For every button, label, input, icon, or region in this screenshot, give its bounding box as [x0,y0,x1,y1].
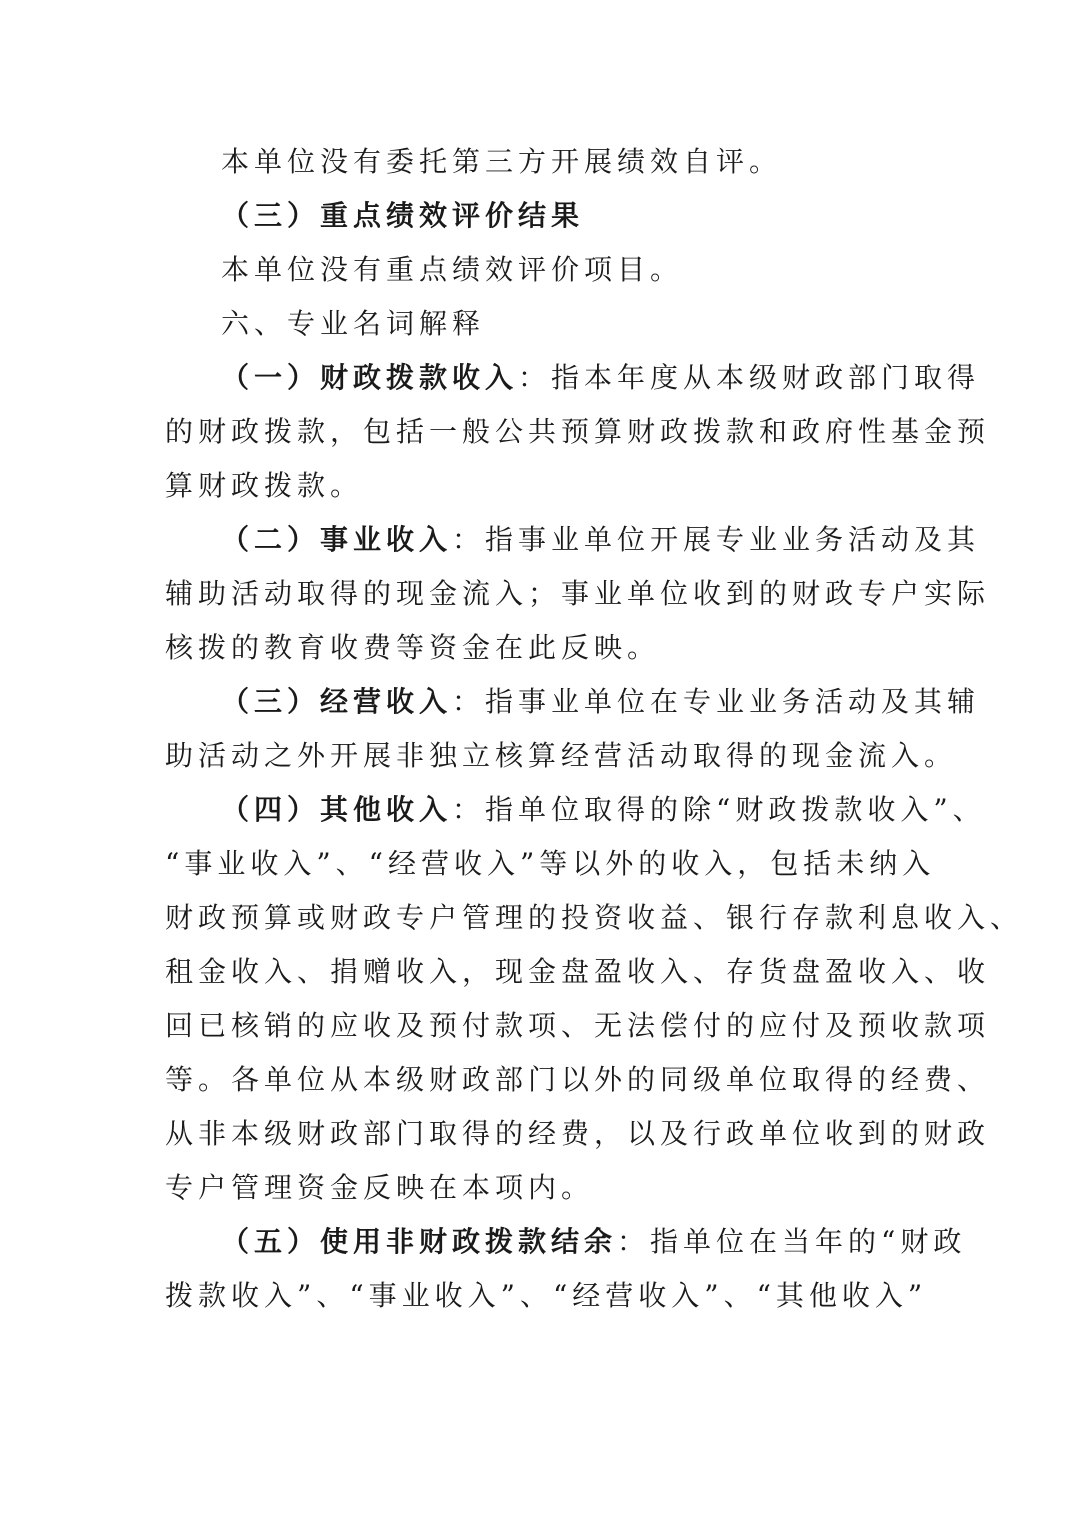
text-line: 专户管理资金反映在本项内。 [165,1171,595,1204]
text-line: 的财政拨款，包括一般公共预算财政拨款和政府性基金预 [165,415,991,448]
text-line: “事业收入”、“经营收入”等以外的收入，包括未纳入 [165,847,936,880]
text-line: 从非本级财政部门取得的经费，以及行政单位收到的财政 [165,1117,991,1150]
definition-line-operating-income [221,682,980,722]
definition-text: ：指事业单位开展专业业务活动及其 [452,523,981,556]
term-non-fiscal-balance: （五）使用非财政拨款结余 [221,1225,618,1258]
text-line: 算财政拨款。 [165,469,364,502]
chapter-heading-terminology: 六、专业名词解释 [221,307,486,340]
definition-line-non-fiscal-balance [221,1222,966,1262]
text-line: 助活动之外开展非独立核算经营活动取得的现金流入。 [165,739,958,772]
term-operating-income: （三）经营收入 [221,685,453,718]
text-line: 回已核销的应收及预付款项、无法偿付的应付及预收款项 [165,1009,991,1042]
definition-text: ：指单位取得的除“财政拨款收入”、 [452,793,986,826]
definition-line-fiscal-appropriation [221,358,980,398]
paragraph-no-third-party-evaluation: 本单位没有委托第三方开展绩效自评。 [221,145,783,178]
text-line: 等。各单位从本级财政部门以外的同级单位取得的经费、 [165,1063,991,1096]
term-other-income: （四）其他收入 [221,793,453,826]
text-line: 租金收入、捐赠收入，现金盘盈收入、存货盘盈收入、收 [165,955,991,988]
text-line: 财政预算或财政专户管理的投资收益、银行存款利息收入、 [165,901,1024,934]
paragraph-no-key-evaluation-projects: 本单位没有重点绩效评价项目。 [221,253,684,286]
text-line: 辅助活动取得的现金流入；事业单位收到的财政专户实际 [165,577,991,610]
term-business-income: （二）事业收入 [221,523,453,556]
definition-line-other-income [221,790,986,830]
definition-line-business-income [221,520,980,560]
text-line: 拨款收入”、“事业收入”、“经营收入”、“其他收入” [165,1279,928,1312]
definition-text: ：指事业单位在专业业务活动及其辅 [452,685,981,718]
section-heading-key-evaluation-results: （三）重点绩效评价结果 [221,199,585,232]
definition-text: ：指单位在当年的“财政 [617,1225,967,1258]
text-line: 核拨的教育收费等资金在此反映。 [165,631,661,664]
definition-text: ：指本年度从本级财政部门取得 [518,361,981,394]
term-fiscal-appropriation: （一）财政拨款收入 [221,361,519,394]
